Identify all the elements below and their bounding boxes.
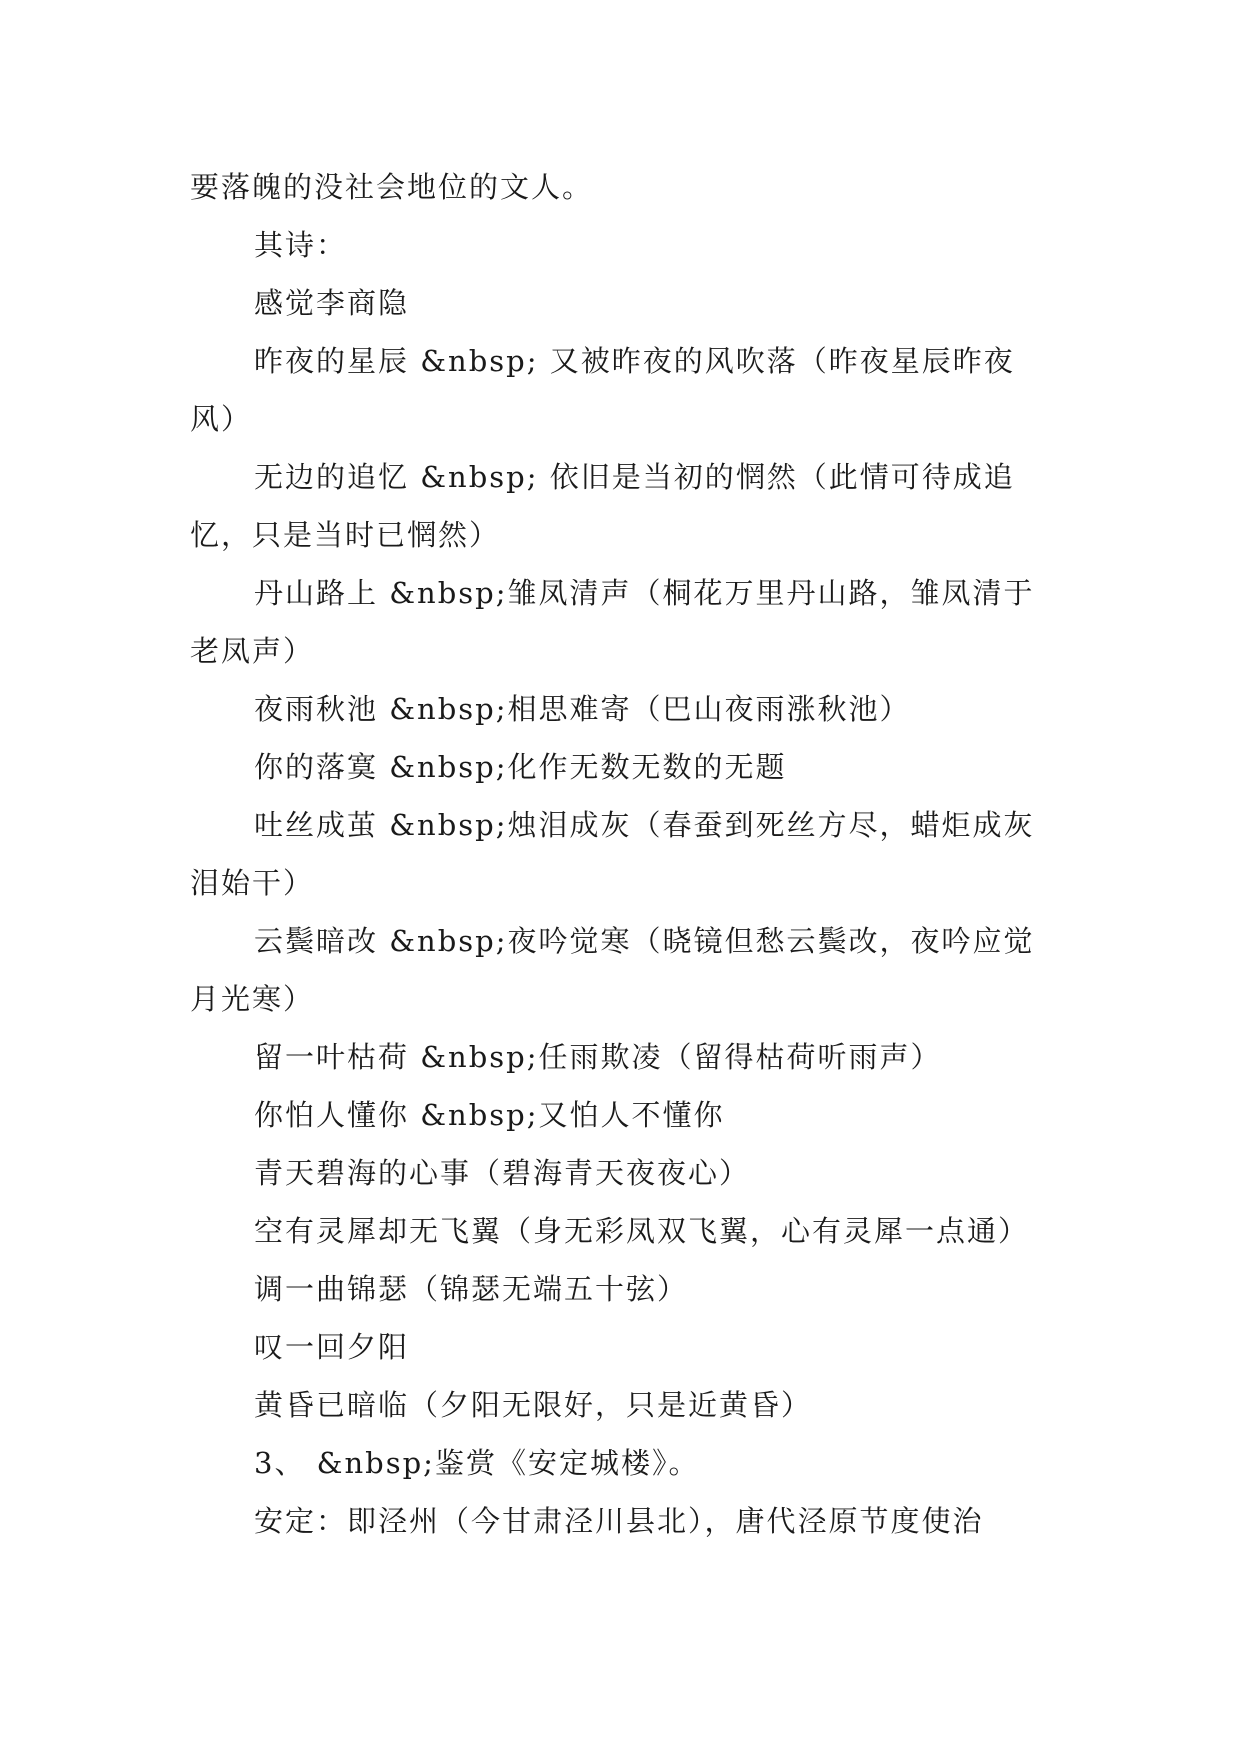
poem-title: 感觉李商隐 bbox=[254, 286, 410, 320]
poem-line: 丹山路上 &nbsp;雏凤清声（桐花万里丹山路，雏凤清于老凤声） bbox=[190, 576, 1035, 668]
poem-line: 昨夜的星辰 &nbsp; 又被昨夜的风吹落（昨夜星辰昨夜风） bbox=[190, 344, 1015, 436]
paragraph: 其诗： bbox=[254, 228, 348, 262]
paragraph: 安定：即泾州（今甘肃泾川县北），唐代泾原节度使治 bbox=[254, 1504, 984, 1538]
poem-line: 吐丝成茧 &nbsp;烛泪成灰（春蚕到死丝方尽，蜡炬成灰泪始干） bbox=[190, 808, 1035, 900]
poem-line: 留一叶枯荷 &nbsp;任雨欺凌（留得枯荷听雨声） bbox=[254, 1040, 942, 1074]
poem-line: 夜雨秋池 &nbsp;相思难寄（巴山夜雨涨秋池） bbox=[254, 692, 911, 726]
poem-line: 你怕人懂你 &nbsp;又怕人不懂你 bbox=[254, 1098, 725, 1132]
poem-line: 青天碧海的心事（碧海青天夜夜心） bbox=[254, 1156, 751, 1190]
document-body bbox=[190, 158, 1052, 1550]
poem-line: 云鬓暗改 &nbsp;夜吟觉寒（晓镜但愁云鬓改，夜吟应觉月光寒） bbox=[190, 924, 1035, 1016]
paragraph: 要落魄的没社会地位的文人。 bbox=[190, 170, 594, 204]
poem-line: 叹一回夕阳 bbox=[254, 1330, 410, 1364]
section-heading: 3、 &nbsp;鉴赏《安定城楼》。 bbox=[254, 1446, 700, 1480]
poem-line: 调一曲锦瑟（锦瑟无端五十弦） bbox=[254, 1272, 689, 1306]
poem-line: 空有灵犀却无飞翼（身无彩凤双飞翼，心有灵犀一点通） bbox=[254, 1214, 1030, 1248]
poem-line: 无边的追忆 &nbsp; 依旧是当初的惘然（此情可待成追忆，只是当时已惘然） bbox=[190, 460, 1015, 552]
poem-line: 你的落寞 &nbsp;化作无数无数的无题 bbox=[254, 750, 787, 784]
poem-line: 黄昏已暗临（夕阳无限好，只是近黄昏） bbox=[254, 1388, 813, 1422]
